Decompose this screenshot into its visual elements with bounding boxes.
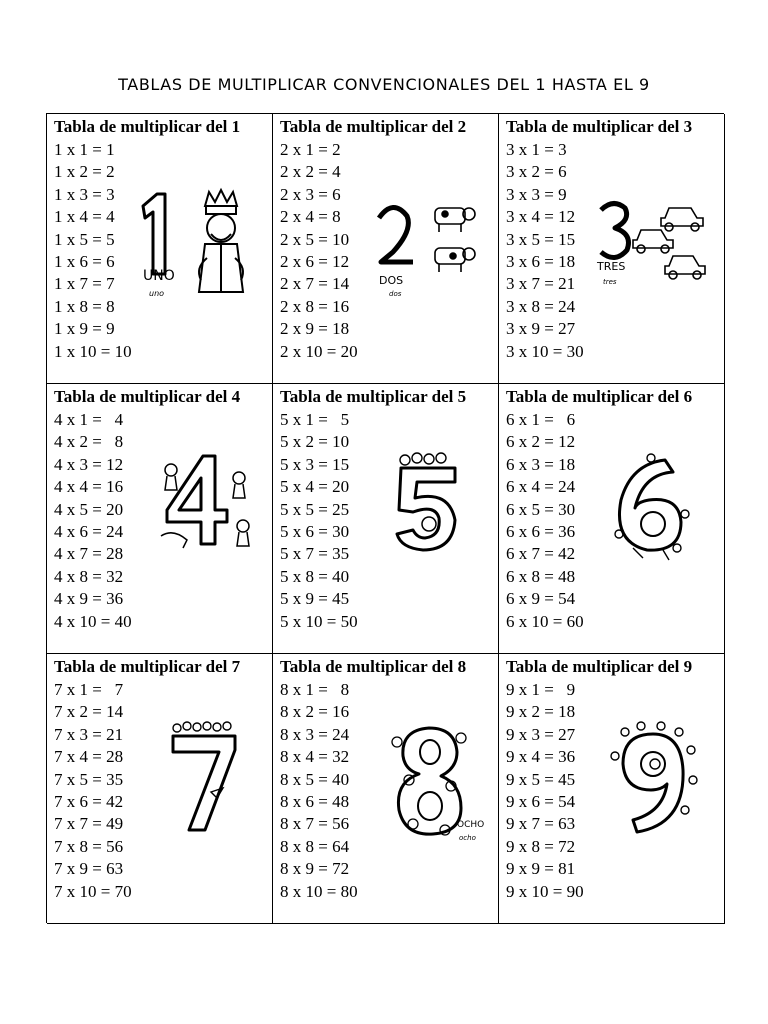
table-row: 8 x 6 = 48 xyxy=(280,791,350,811)
numeral-caption: OCHO xyxy=(457,820,485,830)
table-row: 9 x 10 = 90 xyxy=(506,881,584,901)
table-row: 3 x 9 = 27 xyxy=(506,319,576,339)
table-heading: Tabla de multiplicar del 8 xyxy=(280,657,467,676)
table-row: 2 x 2 = 4 xyxy=(280,162,341,182)
table-row: 9 x 9 = 81 xyxy=(506,859,576,879)
table-row: 9 x 6 = 54 xyxy=(506,791,576,811)
table-cell-1 xyxy=(47,114,273,384)
table-rows xyxy=(280,139,358,363)
numeral-caption-small: ocho xyxy=(459,834,476,842)
table-heading: Tabla de multiplicar del 7 xyxy=(54,657,241,676)
table-row: 5 x 4 = 20 xyxy=(280,477,350,497)
table-row: 4 x 7 = 28 xyxy=(54,544,124,564)
numeral-caption: UNO xyxy=(143,268,175,284)
cow-icon xyxy=(435,208,475,232)
table-row: 4 x 4 = 16 xyxy=(54,477,124,497)
numeral-four-illustration xyxy=(153,448,263,558)
table-row: 7 x 7 = 49 xyxy=(54,814,124,834)
table-row: 6 x 8 = 48 xyxy=(506,566,576,586)
table-row: 8 x 2 = 16 xyxy=(280,702,350,722)
table-row: 8 x 7 = 56 xyxy=(280,814,350,834)
numeral-seven-illustration xyxy=(165,718,245,838)
table-row: 7 x 4 = 28 xyxy=(54,747,124,767)
tables-grid xyxy=(46,113,724,923)
table-row: 4 x 6 = 24 xyxy=(54,521,124,541)
table-row: 9 x 8 = 72 xyxy=(506,836,576,856)
table-row: 2 x 10 = 20 xyxy=(280,341,358,361)
table-row: 5 x 10 = 50 xyxy=(280,611,358,631)
table-row: 4 x 3 = 12 xyxy=(54,454,124,474)
table-cell-6 xyxy=(499,384,725,654)
table-cell-3 xyxy=(499,114,725,384)
table-row: 6 x 5 = 30 xyxy=(506,499,576,519)
table-row: 1 x 3 = 3 xyxy=(54,184,115,204)
bird-icon xyxy=(615,454,689,560)
table-rows xyxy=(506,139,584,363)
table-cell-2 xyxy=(273,114,499,384)
table-row: 8 x 9 = 72 xyxy=(280,859,350,879)
table-row: 6 x 10 = 60 xyxy=(506,611,584,631)
table-row: 2 x 3 = 6 xyxy=(280,184,341,204)
table-row: 6 x 7 = 42 xyxy=(506,544,576,564)
table-row: 7 x 10 = 70 xyxy=(54,881,132,901)
table-row: 9 x 2 = 18 xyxy=(506,702,576,722)
table-row: 8 x 8 = 64 xyxy=(280,836,350,856)
table-row: 7 x 6 = 42 xyxy=(54,791,124,811)
table-row: 6 x 9 = 54 xyxy=(506,589,576,609)
table-row: 1 x 9 = 9 xyxy=(54,319,115,339)
table-row: 8 x 5 = 40 xyxy=(280,769,350,789)
table-heading: Tabla de multiplicar del 3 xyxy=(506,117,693,136)
numeral-caption: TRES xyxy=(597,260,626,273)
table-row: 1 x 8 = 8 xyxy=(54,296,115,316)
table-row: 6 x 6 = 36 xyxy=(506,521,576,541)
table-row: 5 x 3 = 15 xyxy=(280,454,350,474)
numeral-caption: DOS xyxy=(379,274,404,287)
table-row: 5 x 8 = 40 xyxy=(280,566,350,586)
table-row: 7 x 9 = 63 xyxy=(54,859,124,879)
table-row: 3 x 4 = 12 xyxy=(506,207,576,227)
table-row: 4 x 5 = 20 xyxy=(54,499,124,519)
numeral-nine-illustration xyxy=(603,720,703,840)
table-row: 8 x 1 = 8 xyxy=(280,680,350,699)
table-rows xyxy=(54,679,132,903)
table-heading: Tabla de multiplicar del 5 xyxy=(280,387,467,406)
table-row: 5 x 6 = 30 xyxy=(280,521,350,541)
table-heading: Tabla de multiplicar del 2 xyxy=(280,117,467,136)
table-row: 3 x 6 = 18 xyxy=(506,251,576,271)
table-row: 2 x 4 = 8 xyxy=(280,207,341,227)
table-row: 2 x 7 = 14 xyxy=(280,274,350,294)
table-row: 1 x 5 = 5 xyxy=(54,229,115,249)
table-rows xyxy=(506,679,584,903)
numeral-three-illustration xyxy=(595,196,720,296)
table-cell-5 xyxy=(273,384,499,654)
table-row: 2 x 9 = 18 xyxy=(280,319,350,339)
table-row: 9 x 3 = 27 xyxy=(506,724,576,744)
car-icon xyxy=(633,230,673,253)
numeral-six-illustration xyxy=(603,450,713,570)
numeral-caption-small: uno xyxy=(149,289,165,298)
table-rows xyxy=(280,679,358,903)
table-row: 6 x 2 = 12 xyxy=(506,432,576,452)
table-rows xyxy=(54,409,132,633)
table-row: 4 x 10 = 40 xyxy=(54,611,132,631)
numeral-caption-small: tres xyxy=(603,278,617,286)
table-row: 6 x 3 = 18 xyxy=(506,454,576,474)
table-row: 7 x 3 = 21 xyxy=(54,724,124,744)
table-row: 7 x 8 = 56 xyxy=(54,836,124,856)
table-row: 1 x 4 = 4 xyxy=(54,207,115,227)
table-cell-4 xyxy=(47,384,273,654)
table-row: 7 x 2 = 14 xyxy=(54,702,124,722)
table-row: 8 x 3 = 24 xyxy=(280,724,350,744)
children-icon xyxy=(400,453,446,465)
table-row: 2 x 5 = 10 xyxy=(280,229,350,249)
table-cell-7 xyxy=(47,654,273,924)
table-row: 1 x 2 = 2 xyxy=(54,162,115,182)
numeral-one-illustration xyxy=(135,184,265,314)
children-icon xyxy=(173,722,231,732)
table-row: 3 x 5 = 15 xyxy=(506,229,576,249)
table-row: 8 x 4 = 32 xyxy=(280,747,350,767)
table-row: 2 x 1 = 2 xyxy=(280,140,341,159)
table-row: 7 x 1 = 7 xyxy=(54,680,124,699)
table-row: 5 x 9 = 45 xyxy=(280,589,350,609)
numeral-eight-illustration xyxy=(385,720,485,850)
table-row: 1 x 6 = 6 xyxy=(54,251,115,271)
cat-icon xyxy=(161,464,249,548)
table-row: 1 x 10 = 10 xyxy=(54,341,132,361)
table-row: 5 x 1 = 5 xyxy=(280,410,350,429)
table-heading: Tabla de multiplicar del 4 xyxy=(54,387,241,406)
table-row: 3 x 3 = 9 xyxy=(506,184,567,204)
table-row: 2 x 8 = 16 xyxy=(280,296,350,316)
car-icon xyxy=(665,256,705,279)
table-row: 6 x 4 = 24 xyxy=(506,477,576,497)
table-heading: Tabla de multiplicar del 6 xyxy=(506,387,693,406)
table-row: 2 x 6 = 12 xyxy=(280,251,350,271)
table-row: 3 x 8 = 24 xyxy=(506,296,576,316)
table-row: 4 x 9 = 36 xyxy=(54,589,124,609)
table-rows xyxy=(506,409,584,633)
numeral-two-illustration xyxy=(373,196,493,296)
table-row: 9 x 4 = 36 xyxy=(506,747,576,767)
table-row: 6 x 1 = 6 xyxy=(506,410,576,429)
numeral-five-illustration xyxy=(389,450,469,560)
table-row: 5 x 7 = 35 xyxy=(280,544,350,564)
table-row: 3 x 1 = 3 xyxy=(506,140,567,159)
car-icon xyxy=(661,208,703,231)
table-cell-8 xyxy=(273,654,499,924)
table-row: 4 x 8 = 32 xyxy=(54,566,124,586)
table-row: 3 x 7 = 21 xyxy=(506,274,576,294)
table-row: 1 x 7 = 7 xyxy=(54,274,115,294)
page-title: TABLAS DE MULTIPLICAR CONVENCIONALES DEL 1 HASTA EL 9 xyxy=(118,75,650,94)
table-row: 1 x 1 = 1 xyxy=(54,140,115,159)
table-heading: Tabla de multiplicar del 1 xyxy=(54,117,241,136)
table-row: 9 x 1 = 9 xyxy=(506,680,576,699)
table-row: 3 x 2 = 6 xyxy=(506,162,567,182)
table-row: 8 x 10 = 80 xyxy=(280,881,358,901)
table-row: 7 x 5 = 35 xyxy=(54,769,124,789)
table-rows xyxy=(54,139,132,363)
cow-icon xyxy=(435,248,475,272)
table-heading: Tabla de multiplicar del 9 xyxy=(506,657,693,676)
king-icon xyxy=(199,190,243,292)
table-rows xyxy=(280,409,358,633)
table-row: 3 x 10 = 30 xyxy=(506,341,584,361)
table-row: 5 x 5 = 25 xyxy=(280,499,350,519)
table-row: 9 x 5 = 45 xyxy=(506,769,576,789)
table-cell-9 xyxy=(499,654,725,924)
table-row: 4 x 2 = 8 xyxy=(54,432,124,452)
table-row: 9 x 7 = 63 xyxy=(506,814,576,834)
table-row: 5 x 2 = 10 xyxy=(280,432,350,452)
table-row: 4 x 1 = 4 xyxy=(54,410,124,429)
numeral-caption-small: dos xyxy=(389,290,402,298)
